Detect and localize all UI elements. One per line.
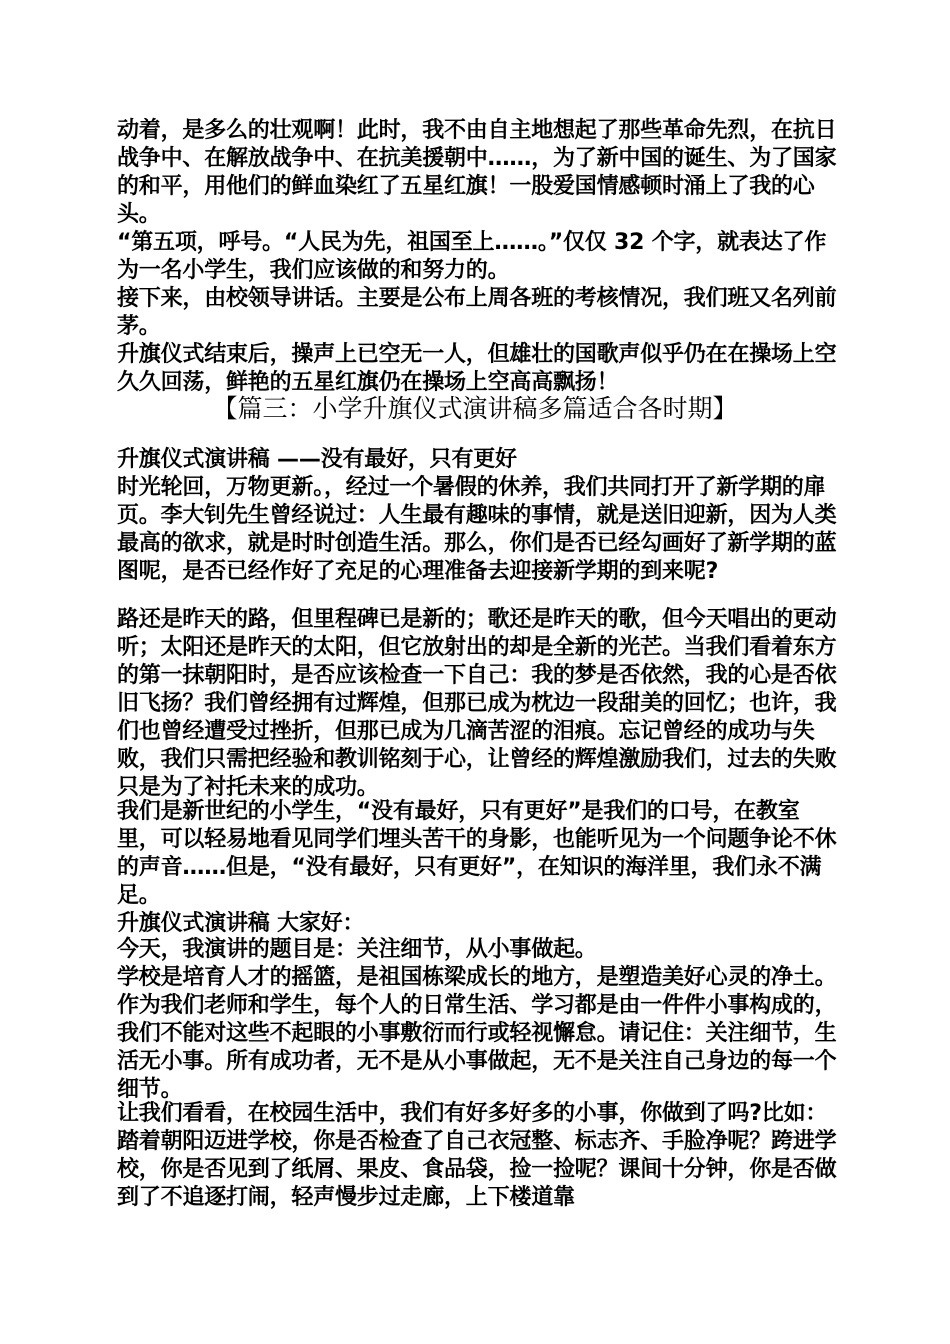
- paragraph: 升旗仪式演讲稿 大家好：: [117, 911, 365, 936]
- paragraph: 今天，我演讲的题目是：关注细节，从小事做起。: [117, 937, 597, 962]
- paragraph: 学校是培育人才的摇篮，是祖国栋梁成长的地方，是塑造美好心灵的净土。作为我们老师和学生，每个人的日常生活、学习都是由一件件小事构成的，我们不能对这些不起眼的小事敷衍而行或轻视懈怠。请记住：关注细节，生活无小事。所有成功者，无不是从小事做起，无不是关注自己身边的每一个细节。: [117, 965, 837, 1102]
- paragraph: 接下来，由校领导讲话。主要是公布上周各班的考核情况，我们班又名列前茅。: [117, 286, 837, 339]
- paragraph: “第五项，呼号。“人民为先，祖国至上……。”仅仅 32 个字，就表达了作为一名小学生，我们应该做的和努力的。: [117, 230, 827, 283]
- paragraph: 升旗仪式演讲稿 ——没有最好，只有更好: [117, 447, 517, 472]
- paragraph: 我们是新世纪的小学生，“没有最好，只有更好”是我们的口号，在教室里，可以轻易地看见同学们埋头苦干的身影，也能听见为一个问题争论不休的声音……但是，“没有最好，只有更好”，在知识的海洋里，我们永不满足。: [117, 799, 837, 908]
- paragraph: 时光轮回，万物更新。，经过一个暑假的休养，我们共同打开了新学期的扉页。李大钊先生曾经说过：人生最有趣味的事情，就是送旧迎新，因为人类最高的欲求，就是时时创造生活。那么，你们是否已经勾画好了新学期的蓝图呢，是否已经作好了充足的心理准备去迎接新学期的到来呢?: [117, 475, 837, 584]
- paragraph: 升旗仪式结束后，操声上已空无一人，但雄壮的国歌声似乎仍在在操场上空久久回荡，鲜艳的五星红旗仍在操场上空高高飘扬！: [117, 342, 837, 395]
- section-heading: 【篇三：小学升旗仪式演讲稿多篇适合各时期】: [212, 394, 738, 423]
- paragraph: 动着，是多么的壮观啊！此时，我不由自主地想起了那些革命先烈，在抗日战争中、在解放战争中、在抗美援朝中……，为了新中国的诞生、为了国家的和平，用他们的鲜血染红了五星红旗！一股爱国情感顿时涌上了我的心头。: [117, 118, 837, 227]
- paragraph: 路还是昨天的路，但里程碑已是新的；歌还是昨天的歌，但今天唱出的更动听；太阳还是昨天的太阳，但它放射出的却是全新的光芒。当我们看着东方的第一抹朝阳时，是否应该检查一下自己：我的梦是否依然，我的心是否依旧飞扬？我们曾经拥有过辉煌，但那已成为枕边一段甜美的回忆；也许，我们也曾经遭受过挫折，但那已成为几滴苦涩的泪痕。忘记曾经的成功与失败，我们只需把经验和教训铭刻于心，让曾经的辉煌激励我们，过去的失败只是为了衬托未来的成功。: [117, 607, 837, 800]
- paragraph: 让我们看看，在校园生活中，我们有好多好多的小事，你做到了吗?比如：踏着朝阳迈进学校，你是否检查了自己衣冠整、标志齐、手脸净呢？跨进学校，你是否见到了纸屑、果皮、食品袋，捡一捡呢？课间十分钟，你是否做到了不追逐打闹，轻声慢步过走廊，上下楼道靠: [117, 1101, 837, 1210]
